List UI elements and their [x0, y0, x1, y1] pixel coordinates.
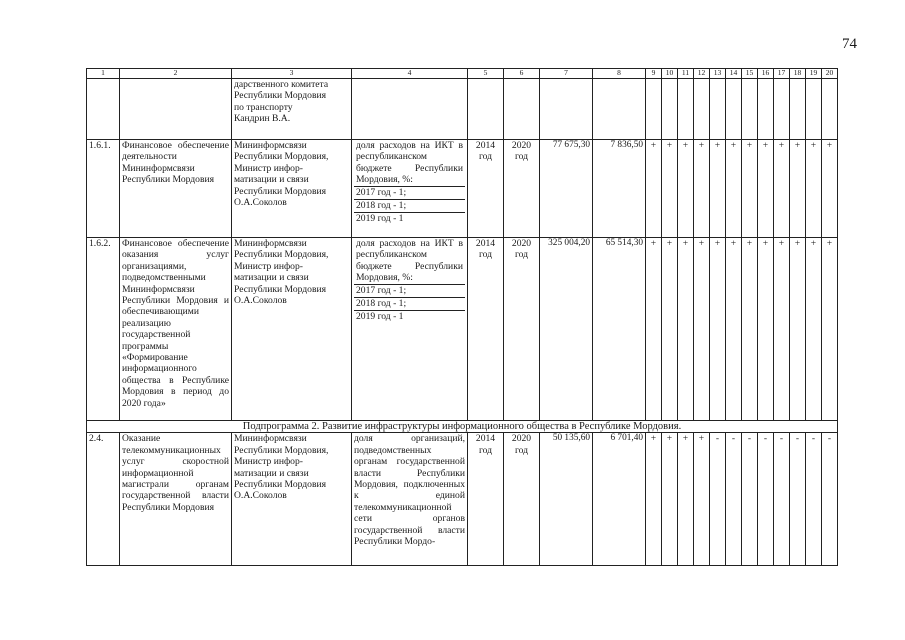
activity-name: Финансовое обеспечение оказания услуг организациями, подведомственными Мининформсвязи Республики Мордовия и обеспечивающими реализацию государственной программы «Формирование информационного общества в Республике Мордовия в период до 2020 года»: [120, 238, 232, 421]
mark-cell: +: [790, 140, 806, 238]
total-sum: 325 004,20: [540, 238, 593, 421]
mark-cell: +: [774, 238, 790, 421]
col-header: 9: [646, 69, 662, 79]
mark-cell: -: [806, 433, 822, 566]
subprogram-title: Подпрограмма 2. Развитие инфраструктуры информационного общества в Республике Мордовия.: [87, 421, 838, 433]
mark-cell: -: [790, 433, 806, 566]
mark-cell: +: [710, 140, 726, 238]
activity-name: Оказание телекоммуникационных услуг скоростной информационной магистрали органам государственной власти Республики Мордовия: [120, 433, 232, 566]
mark-cell: +: [758, 238, 774, 421]
indicator: [352, 238, 468, 421]
mark-cell: +: [662, 140, 678, 238]
year-sum: 6 701,40: [593, 433, 646, 566]
mark-cell: +: [694, 238, 710, 421]
indicator-year: 2019 год - 1: [354, 212, 465, 225]
year-sum: 7 836,50: [593, 140, 646, 238]
mark-cell: +: [758, 140, 774, 238]
mark-cell: -: [774, 433, 790, 566]
col-header: 14: [726, 69, 742, 79]
indicator-year: 2018 год - 1;: [354, 199, 465, 212]
mark-cell: +: [646, 140, 662, 238]
subprogram-row: [87, 421, 838, 433]
table-row: [87, 79, 838, 140]
start-year: 2014 год: [468, 433, 504, 566]
col-header: 20: [822, 69, 838, 79]
mark-cell: -: [710, 433, 726, 566]
mark-cell: -: [742, 433, 758, 566]
col-header: 2: [120, 69, 232, 79]
col-header: 8: [593, 69, 646, 79]
col-header: 18: [790, 69, 806, 79]
mark-cell: [726, 79, 742, 140]
mark-cell: +: [822, 140, 838, 238]
mark-cell: +: [662, 238, 678, 421]
mark-cell: +: [678, 238, 694, 421]
col-header: 1: [87, 69, 120, 79]
mark-cell: [790, 79, 806, 140]
row-number: 1.6.2.: [87, 238, 120, 421]
mark-cell: [694, 79, 710, 140]
activity-name: [120, 79, 232, 140]
mark-cell: +: [678, 433, 694, 566]
end-year: 2020 год: [504, 433, 540, 566]
executor: Мининформсвязи Республики Мордовия, Министр инфор- матизации и связи Республики Мордовия О.А.Соколов: [232, 140, 352, 238]
executor: дарственного комитета Республики Мордовия по транспорту Кандрин В.А.: [232, 79, 352, 140]
year-sum: [593, 79, 646, 140]
mark-cell: +: [646, 238, 662, 421]
executor: Мининформсвязи Республики Мордовия, Министр инфор- матизации и связи Республики Мордовия О.А.Соколов: [232, 433, 352, 566]
col-header: 17: [774, 69, 790, 79]
mark-cell: [678, 79, 694, 140]
mark-cell: +: [726, 140, 742, 238]
mark-cell: [710, 79, 726, 140]
col-header: 4: [352, 69, 468, 79]
mark-cell: [646, 79, 662, 140]
mark-cell: [822, 79, 838, 140]
start-year: 2014 год: [468, 140, 504, 238]
mark-cell: +: [742, 140, 758, 238]
indicator-text: доля расходов на ИКТ в республиканском бюджете Республики Мордовия, %:: [356, 238, 463, 284]
total-sum: 77 675,30: [540, 140, 593, 238]
table-row: [87, 433, 838, 566]
col-header: 10: [662, 69, 678, 79]
mark-cell: +: [742, 238, 758, 421]
row-number: [87, 79, 120, 140]
indicator-year: 2019 год - 1: [354, 310, 465, 323]
col-header: 11: [678, 69, 694, 79]
start-year: 2014 год: [468, 238, 504, 421]
indicator: доля организаций, подведомственных органам государственной власти Республики Мордовия, подключенных к единой телекоммуникационной сети органов государственной власти Республики Мордо-: [352, 433, 468, 566]
mark-cell: [742, 79, 758, 140]
indicator: [352, 79, 468, 140]
mark-cell: -: [822, 433, 838, 566]
end-year: 2020 год: [504, 238, 540, 421]
mark-cell: +: [726, 238, 742, 421]
mark-cell: -: [758, 433, 774, 566]
mark-cell: [806, 79, 822, 140]
indicator-year: 2017 год - 1;: [354, 284, 465, 297]
col-header: 16: [758, 69, 774, 79]
mark-cell: [662, 79, 678, 140]
indicator-text: доля расходов на ИКТ в республиканском бюджете Республики Мордовия, %:: [356, 140, 463, 186]
row-number: 1.6.1.: [87, 140, 120, 238]
col-header: 13: [710, 69, 726, 79]
mark-cell: +: [806, 238, 822, 421]
col-header: 6: [504, 69, 540, 79]
row-number: 2.4.: [87, 433, 120, 566]
mark-cell: +: [822, 238, 838, 421]
indicator: [352, 140, 468, 238]
page-number: 74: [842, 36, 857, 52]
mark-cell: +: [646, 433, 662, 566]
mark-cell: -: [726, 433, 742, 566]
activity-name: Финансовое обеспечение деятельности Мининформсвязи Республики Мордовия: [120, 140, 232, 238]
executor: Мининформсвязи Республики Мордовия, Министр инфор- матизации и связи Республики Мордовия О.А.Соколов: [232, 238, 352, 421]
col-header: 7: [540, 69, 593, 79]
mark-cell: +: [694, 433, 710, 566]
mark-cell: [758, 79, 774, 140]
col-header: 5: [468, 69, 504, 79]
mark-cell: +: [678, 140, 694, 238]
mark-cell: +: [694, 140, 710, 238]
end-year: 2020 год: [504, 140, 540, 238]
mark-cell: +: [790, 238, 806, 421]
col-header: 19: [806, 69, 822, 79]
col-header: 15: [742, 69, 758, 79]
col-header: 12: [694, 69, 710, 79]
program-table: [86, 68, 838, 566]
year-sum: 65 514,30: [593, 238, 646, 421]
indicator-year: 2017 год - 1;: [354, 186, 465, 199]
end-year: [504, 79, 540, 140]
table-row: [87, 238, 838, 421]
mark-cell: +: [710, 238, 726, 421]
column-numbers-row: [87, 69, 838, 79]
total-sum: [540, 79, 593, 140]
mark-cell: +: [806, 140, 822, 238]
mark-cell: +: [662, 433, 678, 566]
col-header: 3: [232, 69, 352, 79]
mark-cell: +: [774, 140, 790, 238]
total-sum: 50 135,60: [540, 433, 593, 566]
indicator-year: 2018 год - 1;: [354, 297, 465, 310]
start-year: [468, 79, 504, 140]
mark-cell: [774, 79, 790, 140]
table-row: [87, 140, 838, 238]
